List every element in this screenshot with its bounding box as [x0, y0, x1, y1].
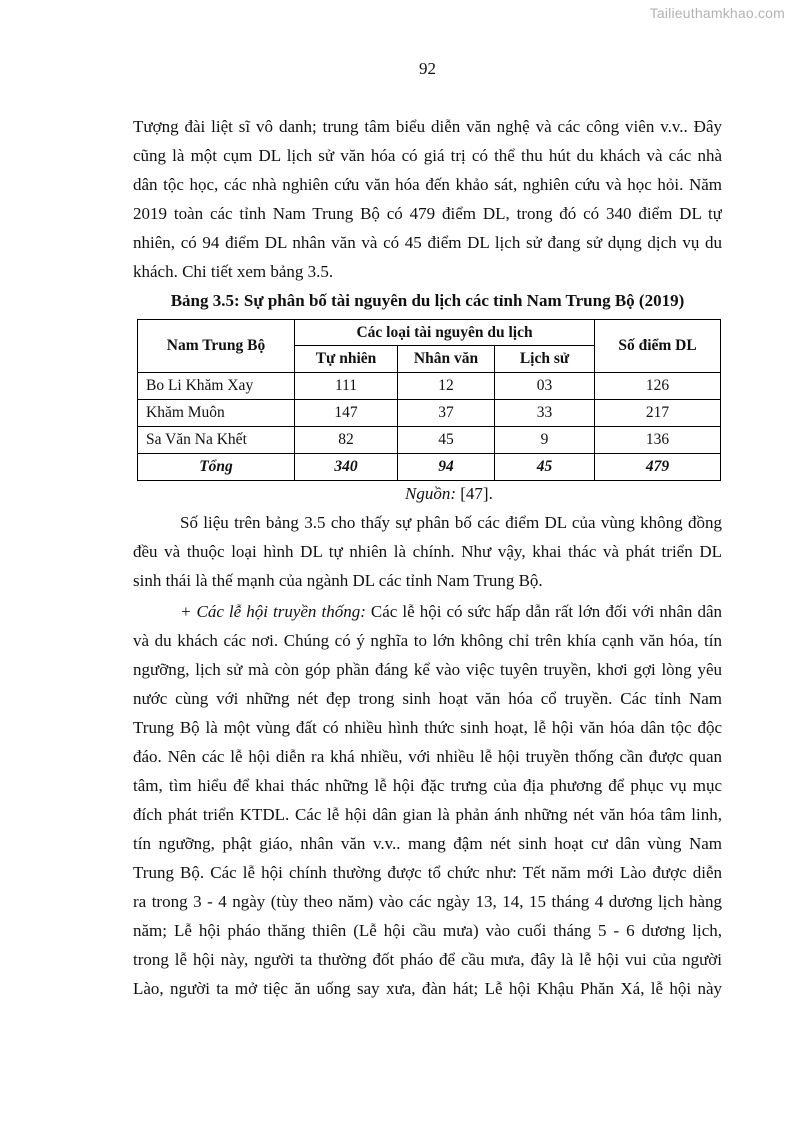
text-line: Trung Bộ. Các lễ hội chính thường được tổ chức như: Tết năm mới Lào được diễn [133, 863, 722, 882]
table-caption: Bảng 3.5: Sự phân bố tài nguyên du lịch các tỉnh Nam Trung Bộ (2019) [170, 291, 685, 310]
text-line: ngưỡng, lịch sử mà còn góp phần đáng kể vào việc tuyên truyền, khơi gợi lòng yêu [133, 660, 722, 679]
text-line: đều và thuộc loại hình DL tự nhiên là chính. Như vậy, khai thác và phát triển DL [133, 542, 722, 561]
table-cell: 45 [495, 454, 595, 481]
header-total: Số điểm DL [595, 320, 721, 373]
text-line [133, 597, 722, 626]
text-line: cũng là một cụm DL lịch sử văn hóa có giá trị có thể thu hút du khách và các nhà [133, 146, 722, 165]
source-reference: [47]. [460, 484, 493, 503]
header-historical: Lịch sử [495, 346, 595, 373]
table-cell: 12 [398, 373, 495, 400]
page-number: 92 [419, 59, 436, 78]
resource-table [137, 319, 721, 481]
table-cell: 111 [295, 373, 398, 400]
table-cell-total-label: Tổng [138, 454, 295, 481]
table-cell-province: Khăm Muôn [138, 400, 295, 427]
table-row [138, 373, 721, 400]
table-cell: 94 [398, 454, 495, 481]
table-cell: 37 [398, 400, 495, 427]
text-line: Lào, người ta mở tiệc ăn uống say xưa, đàn hát; Lễ hội Khậu Phăn Xá, lễ hội này [133, 979, 722, 998]
paragraph-1 [133, 112, 722, 286]
text-line: nước cùng với những nét đẹp trong sinh hoạt văn hóa cổ truyền. Các tỉnh Nam [133, 689, 722, 708]
text-line: nhiên, có 94 điểm DL nhân văn và có 45 điểm DL lịch sử đang sử dụng dịch vụ du [133, 233, 722, 252]
table-cell: 147 [295, 400, 398, 427]
table-cell: 479 [595, 454, 721, 481]
table-cell: 9 [495, 427, 595, 454]
text-line: năm; Lễ hội pháo thăng thiên (Lễ hội cầu mưa) vào cuối tháng 5 - 6 dương lịch, [133, 921, 722, 940]
header-cultural: Nhân văn [398, 346, 495, 373]
table-cell: 340 [295, 454, 398, 481]
text-run: Các lễ hội có sức hấp dẫn rất lớn đối với nhân dân [365, 602, 722, 621]
table-source [405, 480, 493, 507]
table-cell-province: Sa Văn Na Khết [138, 427, 295, 454]
text-line: sinh thái là thế mạnh của ngành DL các tỉnh Nam Trung Bộ. [133, 571, 543, 590]
text-line: ra trong 3 - 4 ngày (tùy theo năm) vào các ngày 13, 14, 15 tháng 4 dương lịch hàng [133, 892, 722, 911]
text-line: tín ngưỡng, phật giáo, nhân văn v.v.. mang đậm nét sinh hoạt cư dân vùng Nam [133, 834, 722, 853]
text-line: đáo. Nên các lễ hội diễn ra khá nhiều, với nhiều lễ hội truyền thống cần được quan [133, 747, 722, 766]
paragraph-2 [133, 508, 722, 595]
text-line: và du khách các nơi. Chúng có ý nghĩa to lớn không chỉ trên khía cạnh văn hóa, tín [133, 631, 722, 650]
table-cell-province: Bo Li Khăm Xay [138, 373, 295, 400]
table-row [138, 427, 721, 454]
text-line: Tượng đài liệt sĩ vô danh; trung tâm biểu diễn văn nghệ và các công viên v.v.. Đây [133, 117, 722, 136]
table-cell: 136 [595, 427, 721, 454]
table-total-row [138, 454, 721, 481]
text-line: tâm, tìm hiểu để khai thác những lễ hội đặc trưng của địa phương để phục vụ mục [133, 776, 722, 795]
text-line: đích phát triển KTDL. Các lễ hội dân gian là phản ánh những nét văn hóa tâm linh, [133, 805, 722, 824]
table-cell: 45 [398, 427, 495, 454]
text-line: Trung Bộ là một vùng đất có nhiều hình thức sinh hoạt, lễ hội văn hóa dân tộc độc [133, 718, 722, 737]
watermark: Tailieuthamkhao.com [649, 5, 785, 21]
text-line: dân tộc học, các nhà nghiên cứu văn hóa đến khảo sát, nghiên cứu và học hỏi. Năm [133, 175, 722, 194]
source-label: Nguồn: [405, 484, 456, 503]
header-region: Nam Trung Bộ [138, 320, 295, 373]
section-heading-inline: + Các lễ hội truyền thống: [180, 602, 366, 621]
text-line: trong lễ hội này, người ta thường đốt pháo để cầu mưa, đây là lễ hội vui của người [133, 950, 722, 969]
header-resource-group: Các loại tài nguyên du lịch [295, 320, 595, 346]
table-cell: 126 [595, 373, 721, 400]
header-natural: Tự nhiên [295, 346, 398, 373]
table-cell: 03 [495, 373, 595, 400]
paragraph-3 [133, 597, 722, 1003]
table-cell: 33 [495, 400, 595, 427]
table-cell: 82 [295, 427, 398, 454]
text-line: 2019 toàn các tỉnh Nam Trung Bộ có 479 điểm DL, trong đó có 340 điểm DL tự [133, 204, 722, 223]
table-cell: 217 [595, 400, 721, 427]
table-header-row [138, 320, 721, 346]
table-row [138, 400, 721, 427]
text-line: khách. Chi tiết xem bảng 3.5. [133, 262, 334, 281]
text-line: Số liệu trên bảng 3.5 cho thấy sự phân bố các điểm DL của vùng không đồng [180, 513, 722, 532]
